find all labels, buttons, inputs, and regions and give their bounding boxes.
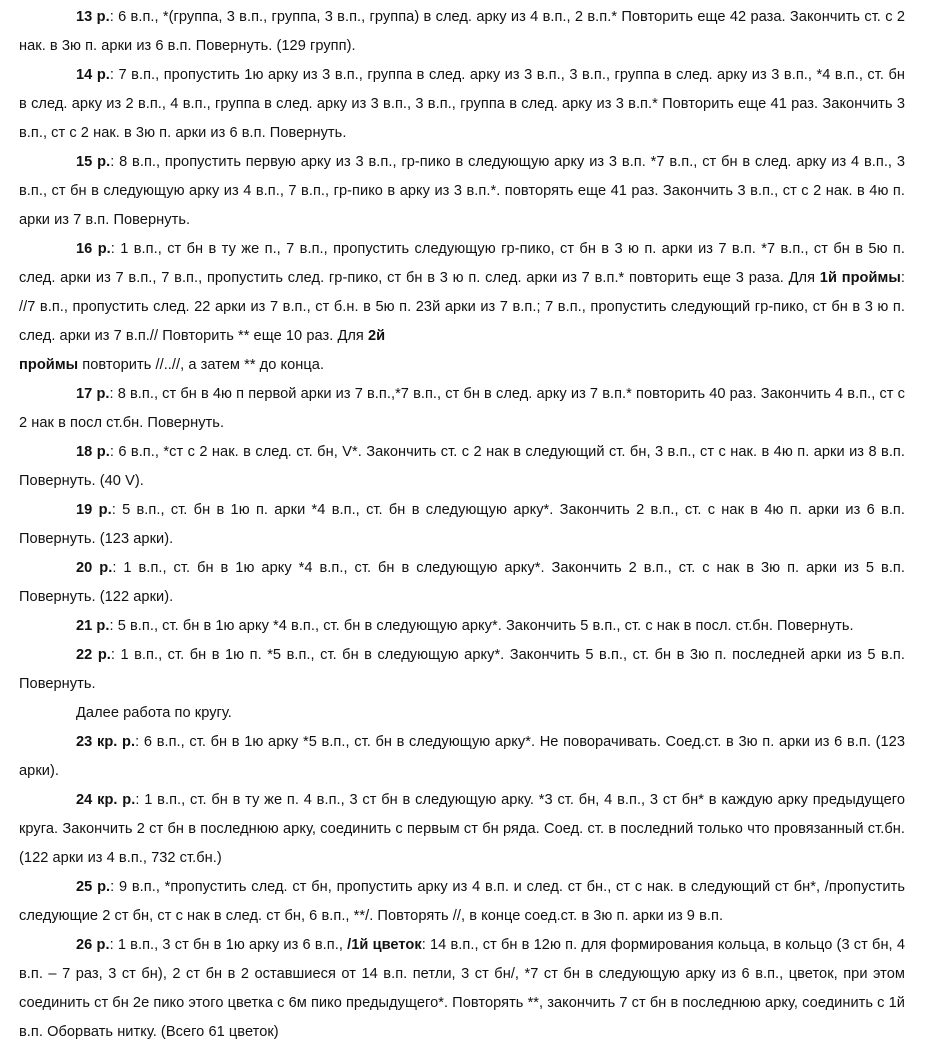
bold-label: 2й	[368, 328, 386, 344]
paragraph-row-17	[19, 380, 905, 438]
bold-label: 18 р.	[76, 444, 110, 460]
bold-label: 13 р.	[76, 9, 110, 25]
text-run: Далее работа по кругу.	[76, 705, 232, 721]
bold-label: 1й проймы	[819, 270, 901, 286]
paragraph-row-21	[19, 612, 905, 641]
bold-label: 25 р.	[76, 879, 111, 895]
bold-label: 24 кр. р.	[76, 792, 136, 808]
text-run: : 1 в.п., ст. бн в ту же п. 4 в.п., 3 ст бн в следующую арку. *3 ст. бн, 4 в.п., 3 ст бн* в каждую арку предыдущего круга. Закончить 2 ст бн в последнюю арку, соединить с первым ст бн ряда. Соед. ст. в последний только что провязанный ст.бн. (122 арки из 4 в.п., 732 ст.бн.)	[19, 792, 905, 866]
paragraph-row-16	[19, 235, 905, 380]
bold-label: 26 р.	[76, 937, 110, 953]
bold-label: 17 р.	[76, 386, 110, 402]
text-run: : 14 в.п., ст бн в 12ю п. для формирования кольца, в кольцо (3 ст бн, 4 в.п. – 7 раз, 3 ст бн), 2 ст бн в 2 оставшиеся от 14 в.п. петли, 3 ст бн/, *7 ст бн в следующую арку из 6 в.п., цветок, при этом соединить ст бн 2е пико этого цветка с 6м пико предыдущего*. Повторять **, закончить 7 ст бн в последнюю арку, соединить с 1й в.п. Оборвать нитку. (Всего 61 цветок)	[19, 937, 905, 1040]
text-run: : 7 в.п., пропустить 1ю арку из 3 в.п., группа в след. арку из 3 в.п., 3 в.п., группа в след. арку из 3 в.п., *4 в.п., ст. бн в след. арку из 2 в.п., 4 в.п., группа в след. арку из 3 в.п., 3 в.п., группа в след. арку из 3 в.п.* Повторить еще 41 раз. Закончить 3 в.п., ст с 2 нак. в 3ю п. арки из 6 в.п. Повернуть.	[19, 67, 905, 141]
paragraph-row-15	[19, 148, 905, 235]
paragraph-round-25	[19, 873, 905, 931]
paragraph-row-19	[19, 496, 905, 554]
bold-label: /1й цветок	[347, 937, 422, 953]
paragraph-round-23	[19, 728, 905, 786]
bold-label: 21 р.	[76, 618, 110, 634]
bold-label: 22 р.	[76, 647, 111, 663]
text-run: : 1 в.п., ст. бн в 1ю арку *4 в.п., ст. бн в следующую арку*. Закончить 2 в.п., ст. с нак в 3ю п. арки из 5 в.п. Повернуть. (122 арки).	[19, 560, 905, 605]
text-run: : 1 в.п., 3 ст бн в 1ю арку из 6 в.п.,	[109, 937, 348, 953]
text-run: : 9 в.п., *пропустить след. ст бн, пропустить арку из 4 в.п. и след. ст бн., ст с нак. в следующий ст бн*, /пропустить следующие 2 ст бн, ст с нак в след. ст бн, 6 в.п., **/. Повторять //, в конце соед.ст. в 3ю п. арки из 9 в.п.	[19, 879, 905, 924]
paragraph-round-26	[19, 931, 905, 1047]
text-run: : 1 в.п., ст бн в ту же п., 7 в.п., пропустить следующую гр-пико, ст бн в 3 ю п. арки из 7 в.п. *7 в.п., ст бн в 5ю п. след. арки из 7 в.п., 7 в.п., пропустить след. гр-пико, ст бн в 3 ю п. след. арки из 7 в.п.* повторить еще 3 раза. Для	[19, 241, 905, 286]
paragraph-round-intro	[19, 699, 905, 728]
paragraph-row-22	[19, 641, 905, 699]
text-run: повторить //..//, а затем ** до конца.	[78, 357, 325, 373]
paragraph-row-13	[19, 3, 905, 61]
text-run: : 1 в.п., ст. бн в 1ю п. *5 в.п., ст. бн в следующую арку*. Закончить 5 в.п., ст. бн в 3ю п. последней арки из 5 в.п. Повернуть.	[19, 647, 905, 692]
text-run: : 5 в.п., ст. бн в 1ю арку *4 в.п., ст. бн в следующую арку*. Закончить 5 в.п., ст. с нак в посл. ст.бн. Повернуть.	[109, 618, 854, 634]
paragraph-row-18	[19, 438, 905, 496]
bold-label: 14 р.	[76, 67, 110, 83]
bold-label: 20 р.	[76, 560, 113, 576]
text-run: : 6 в.п., ст. бн в 1ю арку *5 в.п., ст. бн в следующую арку*. Не поворачивать. Соед.ст. в 3ю п. арки из 6 в.п. (123 арки).	[19, 734, 905, 779]
text-run: : 8 в.п., ст бн в 4ю п первой арки из 7 в.п.,*7 в.п., ст бн в след. арку из 7 в.п.* повторить 40 раз. Закончить 4 в.п., ст с 2 нак в посл ст.бн. Повернуть.	[19, 386, 905, 431]
text-run: : 5 в.п., ст. бн в 1ю п. арки *4 в.п., ст. бн в следующую арку*. Закончить 2 в.п., ст. с нак в 4ю п. арки из 6 в.п. Повернуть. (123 арки).	[19, 502, 905, 547]
bold-label: проймы	[19, 357, 79, 373]
bold-label: 16 р.	[76, 241, 111, 257]
text-run: : 8 в.п., пропустить первую арку из 3 в.п., гр-пико в следующую арку из 3 в.п. *7 в.п., ст бн в след. арку из 4 в.п., 3 в.п., ст бн в следующую арку из 4 в.п., 7 в.п., гр-пико в арку из 3 в.п.*. повторять еще 41 раз. Закончить 3 в.п., ст с 2 нак. в 4ю п. арки из 7 в.п. Повернуть.	[19, 154, 905, 228]
text-run: : //7 в.п., пропустить след. 22 арки из 7 в.п., ст б.н. в 5ю п. 23й арки из 7 в.п.; 7 в.п., пропустить следующий гр-пико, ст бн в 3 ю п. след. арки из 7 в.п.// Повторить ** еще 10 раз. Для	[19, 270, 906, 344]
bold-label: 15 р.	[76, 154, 111, 170]
paragraph-row-14	[19, 61, 905, 148]
text-run: : 6 в.п., *(группа, 3 в.п., группа, 3 в.п., группа) в след. арку из 4 в.п., 2 в.п.* Повторить еще 42 раза. Закончить ст. с 2 нак. в 3ю п. арки из 6 в.п. Повернуть. (129 групп).	[19, 9, 906, 54]
paragraph-row-20	[19, 554, 905, 612]
bold-label: 23 кр. р.	[76, 734, 136, 750]
paragraph-round-24	[19, 786, 905, 873]
instructions-text	[19, 3, 905, 1047]
text-run: : 6 в.п., *ст с 2 нак. в след. ст. бн, V*. Закончить ст. с 2 нак в следующий ст. бн, 3 в.п., ст с нак. в 4ю п. арки из 8 в.п. Повернуть. (40 V).	[19, 444, 905, 489]
bold-label: 19 р.	[76, 502, 112, 518]
